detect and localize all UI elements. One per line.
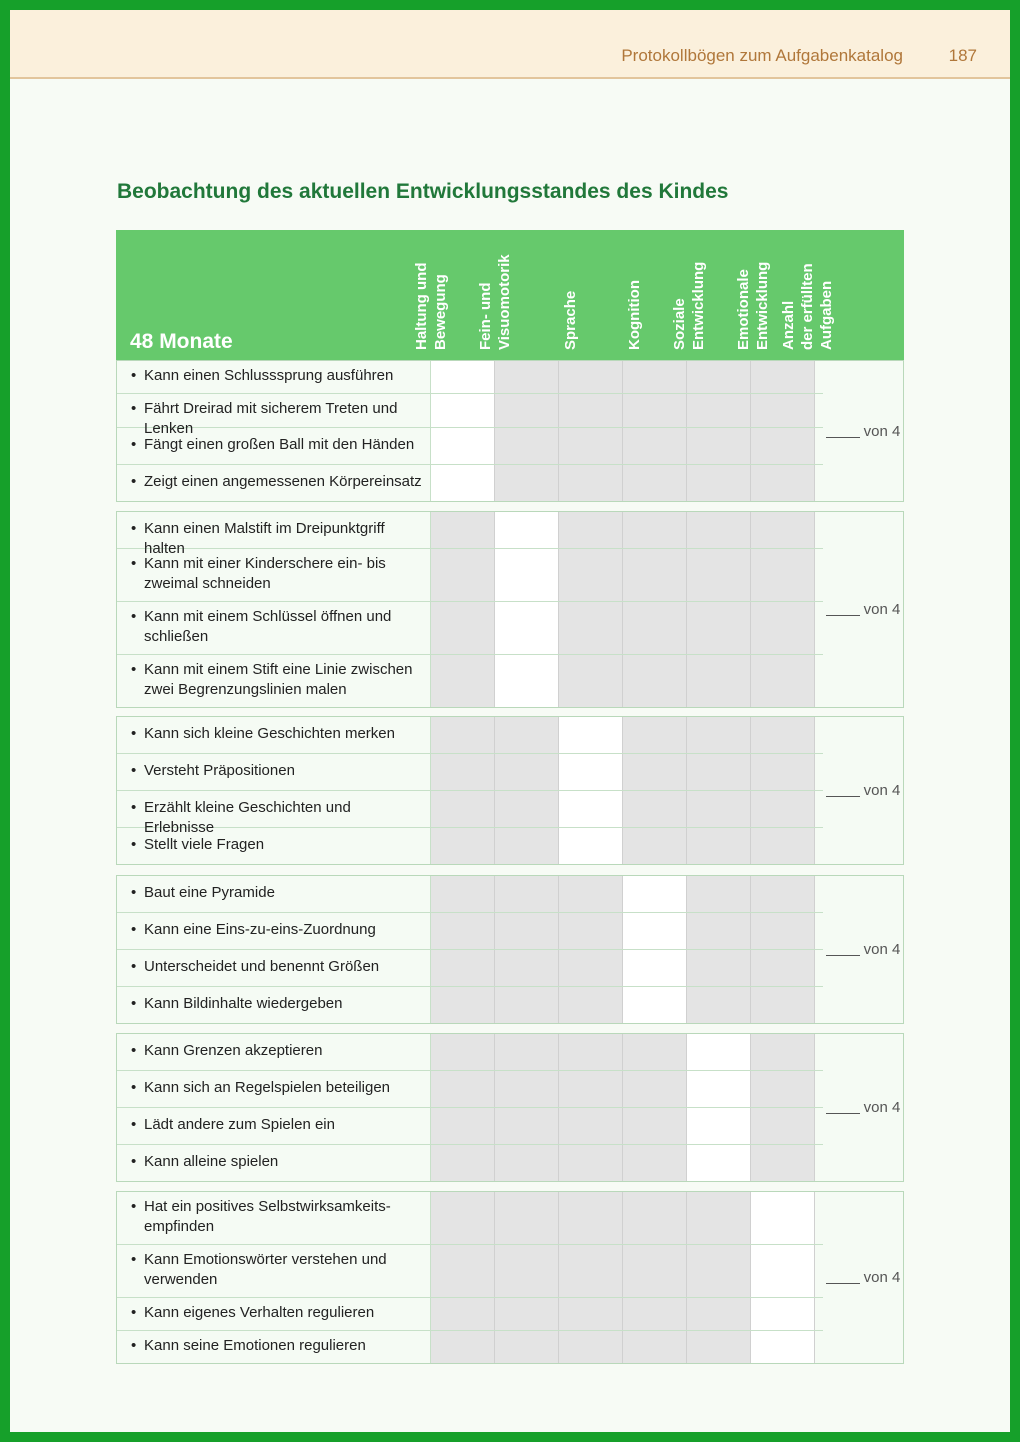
task-label: • Kann mit einer Kinderschere ein- bis zweimal schneiden — [117, 549, 431, 601]
disabled-cell — [623, 1298, 687, 1330]
table-row — [117, 791, 823, 836]
column-header-5: Emotionale Entwicklung — [735, 261, 771, 350]
table-row — [117, 828, 823, 864]
tally-label: von 4 — [863, 941, 901, 958]
tally-blank[interactable] — [826, 1271, 860, 1284]
bullet-icon: • — [131, 436, 137, 453]
bullet-icon: • — [131, 1304, 137, 1321]
disabled-cell — [623, 428, 687, 464]
disabled-cell — [623, 717, 687, 753]
disabled-cell — [495, 876, 559, 912]
tally-field[interactable] — [823, 1192, 903, 1363]
task-label: • Kann alleine spielen — [117, 1145, 431, 1181]
disabled-cell — [431, 913, 495, 949]
disabled-cell — [559, 549, 623, 601]
table-row — [117, 465, 823, 501]
tally-blank[interactable] — [826, 784, 860, 797]
checkbox-cell[interactable] — [623, 913, 687, 949]
disabled-cell — [559, 987, 623, 1023]
domain-group-2 — [116, 511, 904, 708]
task-label: • Kann eigenes Verhalten regulieren — [117, 1298, 431, 1330]
disabled-cell — [495, 1192, 559, 1244]
column-header-0: Haltung und Bewegung — [413, 262, 449, 350]
tally-label: von 4 — [863, 1269, 901, 1286]
disabled-cell — [431, 1071, 495, 1107]
task-label: • Kann Emotionswörter verstehen und verwenden — [117, 1245, 431, 1297]
tally-field[interactable] — [823, 512, 903, 707]
bullet-icon: • — [131, 473, 137, 490]
disabled-cell — [431, 549, 495, 601]
disabled-cell — [495, 1108, 559, 1144]
section-title: Beobachtung des aktuellen Entwicklungsstandes des Kindes — [117, 180, 729, 203]
tally-label: von 4 — [863, 601, 901, 618]
disabled-cell — [431, 987, 495, 1023]
bullet-icon: • — [131, 661, 137, 678]
bullet-icon: • — [131, 884, 137, 901]
disabled-cell — [623, 1192, 687, 1244]
domain-group-5 — [116, 1033, 904, 1182]
checkbox-cell[interactable] — [687, 1108, 751, 1144]
disabled-cell — [559, 1192, 623, 1244]
disabled-cell — [687, 655, 751, 707]
disabled-cell — [559, 465, 623, 501]
column-header-1: Fein- und Visuomotorik — [477, 254, 513, 350]
bullet-icon: • — [131, 555, 137, 572]
checkbox-cell[interactable] — [431, 361, 495, 393]
tally-label: von 4 — [863, 422, 901, 440]
table-row — [117, 512, 823, 557]
bullet-icon: • — [131, 1251, 137, 1268]
disabled-cell — [431, 655, 495, 707]
disabled-cell — [559, 876, 623, 912]
table-row — [117, 1298, 823, 1331]
disabled-cell — [431, 754, 495, 790]
disabled-cell — [751, 1034, 815, 1070]
disabled-cell — [623, 1108, 687, 1144]
task-label: • Kann mit einem Schlüssel öffnen und schließen — [117, 602, 431, 654]
checkbox-cell[interactable] — [495, 602, 559, 654]
tally-blank[interactable] — [826, 603, 860, 616]
domain-group-6 — [116, 1191, 904, 1364]
disabled-cell — [623, 828, 687, 864]
table-row — [117, 361, 823, 394]
disabled-cell — [495, 1071, 559, 1107]
bullet-icon: • — [131, 921, 137, 938]
disabled-cell — [687, 465, 751, 501]
table-header — [116, 230, 904, 360]
tally-field[interactable] — [823, 717, 903, 864]
disabled-cell — [431, 1192, 495, 1244]
task-label: • Unterscheidet und benennt Größen — [117, 950, 431, 986]
disabled-cell — [687, 1192, 751, 1244]
page-number: 187 — [948, 46, 977, 65]
disabled-cell — [431, 1145, 495, 1181]
disabled-cell — [751, 876, 815, 912]
task-label: • Fängt einen großen Ball mit den Händen — [117, 428, 431, 464]
task-label: • Kann einen Schlusssprung ausführen — [117, 361, 431, 393]
checkbox-cell[interactable] — [687, 1034, 751, 1070]
disabled-cell — [559, 913, 623, 949]
disabled-cell — [431, 1331, 495, 1363]
disabled-cell — [751, 987, 815, 1023]
disabled-cell — [751, 428, 815, 464]
disabled-cell — [559, 1298, 623, 1330]
disabled-cell — [623, 394, 687, 427]
disabled-cell — [623, 512, 687, 548]
disabled-cell — [687, 1245, 751, 1297]
table-row — [117, 1245, 823, 1298]
table-row — [117, 602, 823, 655]
bullet-icon: • — [131, 1198, 137, 1215]
disabled-cell — [687, 950, 751, 986]
disabled-cell — [495, 950, 559, 986]
checkbox-cell[interactable] — [751, 1298, 815, 1330]
disabled-cell — [495, 913, 559, 949]
checkbox-cell[interactable] — [623, 987, 687, 1023]
tally-label: von 4 — [863, 1099, 901, 1116]
disabled-cell — [751, 512, 815, 548]
disabled-cell — [495, 1298, 559, 1330]
checkbox-cell[interactable] — [687, 1071, 751, 1107]
disabled-cell — [431, 717, 495, 753]
table-row — [117, 1034, 823, 1071]
disabled-cell — [559, 1331, 623, 1363]
disabled-cell — [559, 1145, 623, 1181]
bullet-icon: • — [131, 958, 137, 975]
table-row — [117, 1331, 823, 1363]
disabled-cell — [687, 791, 751, 827]
disabled-cell — [687, 754, 751, 790]
disabled-cell — [623, 791, 687, 827]
domain-group-1 — [116, 360, 904, 502]
disabled-cell — [495, 1245, 559, 1297]
disabled-cell — [495, 828, 559, 864]
disabled-cell — [559, 361, 623, 393]
disabled-cell — [559, 1071, 623, 1107]
task-label: • Kann sich kleine Geschichten merken — [117, 717, 431, 753]
checkbox-cell[interactable] — [559, 754, 623, 790]
disabled-cell — [687, 1331, 751, 1363]
task-label: • Kann einen Malstift im Dreipunktgriff halten — [117, 512, 431, 548]
table-row — [117, 876, 823, 913]
disabled-cell — [751, 361, 815, 393]
disabled-cell — [623, 549, 687, 601]
tally-blank[interactable] — [826, 943, 860, 956]
disabled-cell — [687, 512, 751, 548]
disabled-cell — [751, 394, 815, 427]
disabled-cell — [623, 465, 687, 501]
running-header — [10, 10, 1010, 79]
disabled-cell — [687, 428, 751, 464]
tally-blank[interactable] — [826, 1101, 860, 1114]
bullet-icon: • — [131, 520, 137, 537]
disabled-cell — [687, 549, 751, 601]
disabled-cell — [751, 717, 815, 753]
disabled-cell — [687, 876, 751, 912]
running-title: Protokollbögen zum Aufgabenkatalog — [621, 46, 903, 65]
disabled-cell — [751, 465, 815, 501]
bullet-icon: • — [131, 608, 137, 625]
disabled-cell — [559, 512, 623, 548]
tally-field[interactable] — [823, 876, 903, 1023]
bullet-icon: • — [131, 836, 137, 853]
disabled-cell — [687, 717, 751, 753]
disabled-cell — [495, 717, 559, 753]
table-row — [117, 394, 823, 437]
disabled-cell — [431, 1245, 495, 1297]
bullet-icon: • — [131, 995, 137, 1012]
column-header-3: Kognition — [626, 280, 643, 350]
disabled-cell — [687, 394, 751, 427]
tally-blank[interactable] — [826, 425, 860, 438]
bullet-icon: • — [131, 1079, 137, 1096]
checkbox-cell[interactable] — [751, 1245, 815, 1297]
task-label: • Kann Bildinhalte wiedergeben — [117, 987, 431, 1023]
disabled-cell — [623, 1245, 687, 1297]
task-label: • Kann mit einem Stift eine Linie zwischen zwei Begrenzungslinien malen — [117, 655, 431, 707]
checkbox-cell[interactable] — [431, 465, 495, 501]
disabled-cell — [431, 828, 495, 864]
checkbox-cell[interactable] — [751, 1331, 815, 1363]
disabled-cell — [495, 1145, 559, 1181]
task-label: • Baut eine Pyramide — [117, 876, 431, 912]
disabled-cell — [431, 950, 495, 986]
checkbox-cell[interactable] — [495, 549, 559, 601]
disabled-cell — [687, 1298, 751, 1330]
disabled-cell — [431, 1108, 495, 1144]
bullet-icon: • — [131, 400, 137, 417]
disabled-cell — [687, 828, 751, 864]
table-row — [117, 987, 823, 1023]
table-row — [117, 1145, 823, 1181]
domain-group-4 — [116, 875, 904, 1024]
bullet-icon: • — [131, 1116, 137, 1133]
disabled-cell — [559, 428, 623, 464]
checkbox-cell[interactable] — [559, 828, 623, 864]
checkbox-cell[interactable] — [751, 1192, 815, 1244]
task-label: • Kann eine Eins-zu-eins-Zuordnung — [117, 913, 431, 949]
table-row — [117, 428, 823, 465]
disabled-cell — [559, 1245, 623, 1297]
task-label: • Kann seine Emotionen regulieren — [117, 1331, 431, 1363]
disabled-cell — [495, 791, 559, 827]
age-label: 48 Monate — [130, 330, 233, 353]
tally-field[interactable] — [823, 1034, 903, 1181]
bullet-icon: • — [131, 1337, 137, 1354]
table-row — [117, 754, 823, 791]
bullet-icon: • — [131, 762, 137, 779]
disabled-cell — [751, 828, 815, 864]
disabled-cell — [751, 655, 815, 707]
disabled-cell — [751, 1108, 815, 1144]
disabled-cell — [687, 913, 751, 949]
checkbox-cell[interactable] — [559, 717, 623, 753]
disabled-cell — [431, 512, 495, 548]
column-header-2: Sprache — [562, 290, 579, 350]
checkbox-cell[interactable] — [495, 512, 559, 548]
disabled-cell — [559, 602, 623, 654]
disabled-cell — [495, 1034, 559, 1070]
tally-field[interactable] — [823, 361, 903, 501]
column-header-4: Soziale Entwicklung — [671, 261, 707, 350]
task-label: • Hat ein positives Selbstwirksamkeits-empfinden — [117, 1192, 431, 1244]
bullet-icon: • — [131, 725, 137, 742]
table-row — [117, 913, 823, 950]
task-label: • Kann Grenzen akzeptieren — [117, 1034, 431, 1070]
bullet-icon: • — [131, 1042, 137, 1059]
table-row — [117, 549, 823, 602]
disabled-cell — [431, 1298, 495, 1330]
disabled-cell — [623, 1034, 687, 1070]
task-label: • Versteht Präpositionen — [117, 754, 431, 790]
disabled-cell — [687, 987, 751, 1023]
task-label: • Zeigt einen angemessenen Körpereinsatz — [117, 465, 431, 501]
disabled-cell — [559, 1108, 623, 1144]
disabled-cell — [623, 655, 687, 707]
disabled-cell — [495, 465, 559, 501]
bullet-icon: • — [131, 1153, 137, 1170]
task-label: • Kann sich an Regelspielen beteiligen — [117, 1071, 431, 1107]
disabled-cell — [495, 394, 559, 427]
disabled-cell — [623, 1145, 687, 1181]
disabled-cell — [687, 361, 751, 393]
disabled-cell — [751, 1145, 815, 1181]
bullet-icon: • — [131, 799, 137, 816]
table-row — [117, 1071, 823, 1108]
disabled-cell — [559, 394, 623, 427]
disabled-cell — [495, 1331, 559, 1363]
disabled-cell — [559, 1034, 623, 1070]
table-row — [117, 950, 823, 987]
disabled-cell — [431, 1034, 495, 1070]
disabled-cell — [623, 1331, 687, 1363]
disabled-cell — [687, 602, 751, 654]
domain-group-3 — [116, 716, 904, 865]
table-row — [117, 717, 823, 754]
checkbox-cell[interactable] — [431, 394, 495, 427]
disabled-cell — [559, 950, 623, 986]
disabled-cell — [495, 428, 559, 464]
checkbox-cell[interactable] — [559, 791, 623, 827]
disabled-cell — [431, 876, 495, 912]
disabled-cell — [431, 791, 495, 827]
disabled-cell — [495, 987, 559, 1023]
disabled-cell — [751, 754, 815, 790]
bullet-icon: • — [131, 367, 137, 384]
disabled-cell — [495, 754, 559, 790]
disabled-cell — [623, 1071, 687, 1107]
disabled-cell — [751, 549, 815, 601]
column-header-6: Anzahl der erfüllten Aufgaben — [780, 263, 835, 350]
checkbox-cell[interactable] — [431, 428, 495, 464]
disabled-cell — [751, 950, 815, 986]
table-row — [117, 655, 823, 707]
task-label: • Lädt andere zum Spielen ein — [117, 1108, 431, 1144]
checkbox-cell[interactable] — [687, 1145, 751, 1181]
disabled-cell — [751, 602, 815, 654]
disabled-cell — [559, 655, 623, 707]
table-row — [117, 1192, 823, 1245]
checkbox-cell[interactable] — [495, 655, 559, 707]
checkbox-cell[interactable] — [623, 876, 687, 912]
table-row — [117, 1108, 823, 1145]
task-label: • Stellt viele Fragen — [117, 828, 431, 864]
disabled-cell — [495, 361, 559, 393]
task-label: • Fährt Dreirad mit sicherem Treten und Lenken — [117, 394, 431, 427]
disabled-cell — [751, 791, 815, 827]
disabled-cell — [751, 1071, 815, 1107]
disabled-cell — [751, 913, 815, 949]
disabled-cell — [623, 361, 687, 393]
page — [10, 10, 1010, 1432]
task-label: • Erzählt kleine Geschichten und Erlebnisse — [117, 791, 431, 827]
tally-label: von 4 — [863, 782, 901, 799]
checkbox-cell[interactable] — [623, 950, 687, 986]
disabled-cell — [623, 754, 687, 790]
disabled-cell — [431, 602, 495, 654]
disabled-cell — [623, 602, 687, 654]
